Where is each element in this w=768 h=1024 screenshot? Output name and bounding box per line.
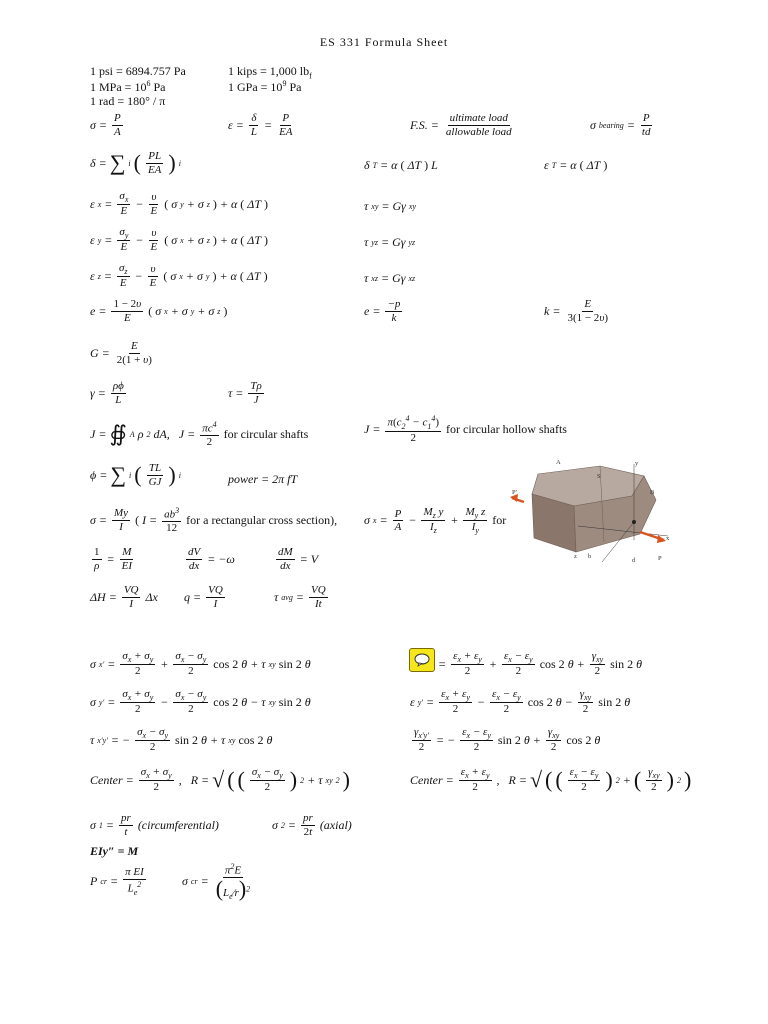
formula-critical-load: P cr = $\frac{\text{π EI}}{L_e^2}$ <box>90 866 144 897</box>
formula-dilatation-pressure: e = $\frac{-p}{k}$ <box>364 298 401 324</box>
formula-strain-z: ε z = $\frac{\sigma_z}{E}$ − $\frac{\upsilon}{E}$ ( σ x + σ y ) + α ( ΔT ) <box>90 262 268 290</box>
formula-shear-xz: τ xz = Gγ xz <box>364 271 416 285</box>
formula-bearing-stress: σ bearing = $\frac{P}{td}$ <box>590 112 651 138</box>
formula-elastic-curve: EIy″ = M <box>90 844 139 858</box>
formula-axial-stress: σ 2 = $\frac{pr}{2t}$ (axial) <box>272 812 352 838</box>
formula-shear-moment: $\frac{dM}{dx}$ = V <box>278 546 319 572</box>
diagram-label-b-dim: b <box>588 553 592 560</box>
diagram-label-z: z <box>574 553 577 560</box>
formula-normal-stress: σ = $\frac{P}{A}$ <box>90 112 121 138</box>
formula-stress-transform-y: σ y′ = $\frac{\sigma_x + \sigma_y}{2}$ − $\frac{\sigma_x - \sigma_y}{2}$ cos 2 θ − τ xy sin 2 θ <box>90 688 311 716</box>
formula-strain-transform-shear: $\frac{\gamma_{x'y'}}{2}$ = − $\frac{\varepsilon_x - \varepsilon_y}{2}$ sin 2 θ + $\frac{\gamma_{xy}}{2}$ cos 2 θ <box>414 726 601 754</box>
formula-mohr-stress: Center = $\frac{\sigma_x + \sigma_y}{2}$ , R = √ ( ( $\frac{\sigma_x - \sigma_y}{2}$ ) 2 + τ xy 2 ) <box>90 766 350 794</box>
formula-thermal-strain: ε T = α ( ΔT ) <box>544 158 608 172</box>
formula-combined-loading: σ x = $\frac{P}{A}$ − $\frac{M_z y}{I_z}$ + $\frac{M_y z}{I_y}$ for <box>364 506 507 536</box>
diagram-label-x: x <box>666 535 670 542</box>
formula-average-shear: τ avg = $\frac{VQ}{It}$ <box>274 584 326 610</box>
comment-annotation-icon[interactable] <box>409 648 435 672</box>
diagram-label-s: S <box>597 473 601 480</box>
formula-load-shear: $\frac{dV}{dx}$ = −ω <box>188 546 235 572</box>
formula-stress-transform-shear: τ x′y′ = − $\frac{\sigma_x - \sigma_y}{2}$ sin 2 θ + τ xy cos 2 θ <box>90 726 273 754</box>
formula-flexure: σ = $\frac{My}{I}$ ( I = $\frac{ab^3}{12}$ for a rectangular cross section), <box>90 506 338 535</box>
unit-gpa: 1 GPa = $10^9$ Pa <box>228 79 302 94</box>
eccentric-load-block-diagram <box>508 456 680 568</box>
diagram-label-p: P <box>658 555 662 562</box>
formula-shear-strain-torsion: γ = $\frac{\rho\phi}{L}$ <box>90 380 124 406</box>
formula-normal-strain: ε = $\frac{\delta}{L}$ = $\frac{P}{EA}$ <box>228 112 293 138</box>
unit-kips: 1 kips = 1,000 $lb_f$ <box>228 64 312 81</box>
page-title: ES 331 Formula Sheet <box>319 35 449 49</box>
formula-strain-x: ε x = $\frac{\sigma_x}{E}$ − $\frac{\upsilon}{E}$ ( σ y + σ z ) + α ( ΔT ) <box>90 190 268 218</box>
formula-shear-yz: τ yz = Gγ yz <box>364 235 416 249</box>
formula-polar-moment-hollow: J = $\frac{\pi(c_2^4 - c_1^4)}{2}$ for circular hollow shafts <box>364 414 567 445</box>
formula-dilatation: e = $\frac{1 - 2\upsilon}{E}$ ( σ x + σ y + σ z ) <box>90 298 228 324</box>
formula-shear-xy: τ xy = Gγ xy <box>364 199 417 213</box>
formula-strain-y: ε y = $\frac{\sigma_y}{E}$ − $\frac{\upsilon}{E}$ ( σ x + σ z ) + α ( ΔT ) <box>90 226 268 254</box>
formula-strain-transform-x: = $\frac{\varepsilon_x + \varepsilon_y}{2}$ + $\frac{\varepsilon_x - \varepsilon_y}{2}$ cos 2 θ + $\frac{\gamma_{xy}}{2}$ sin 2 θ <box>438 650 643 678</box>
diagram-label-y: y <box>635 460 639 467</box>
unit-rad: 1 rad = 180° / π <box>90 94 166 108</box>
unit-mpa: 1 MPa = $10^6$ Pa <box>90 79 166 94</box>
formula-power: power = 2π fT <box>228 472 298 486</box>
diagram-label-d: d <box>632 557 636 564</box>
formula-shear-stress-torsion: τ = $\frac{T\rho}{J}$ <box>228 380 262 406</box>
formula-shear-modulus: G = $\frac{E}{2(1 + \upsilon)}$ <box>90 340 152 366</box>
formula-thermal-deformation: δ T = α ( ΔT ) L <box>364 158 438 172</box>
formula-shear-flow: q = $\frac{VQ}{I}$ <box>184 584 223 610</box>
load-arrowhead-p <box>657 535 666 543</box>
formula-angle-of-twist: ϕ = ∑ i ( $\frac{TL}{GJ}$ ) i <box>90 462 181 488</box>
diagram-label-a: A <box>556 459 561 466</box>
formula-critical-stress: σ cr = $\frac{\pi^2E}{(L_e⁄r)^2}$ <box>182 862 251 902</box>
formula-bulk-modulus: k = $\frac{E}{3(1 - 2\upsilon)}$ <box>544 298 609 324</box>
formula-stress-transform-x: σ x′ = $\frac{\sigma_x + \sigma_y}{2}$ + $\frac{\sigma_x - \sigma_y}{2}$ cos 2 θ + τ xy sin 2 θ <box>90 650 311 678</box>
diagram-label-p-prime: P′ <box>512 489 518 496</box>
formula-curvature: $\frac{1}{\rho}$ = $\frac{M}{EI}$ <box>94 546 132 572</box>
formula-mohr-strain: Center = $\frac{\varepsilon_x + \varepsilon_y}{2}$ , R = √ ( ( $\frac{\varepsilon_x - \varepsilon_y}{2}$ ) 2 + ( $\frac{\gamma_{xy}}{2}$ ) 2 ) <box>410 766 692 794</box>
formula-horizontal-shear: ΔH = $\frac{VQ}{I}$ Δx <box>90 584 158 610</box>
load-point <box>632 520 636 524</box>
formula-polar-moment: J = ∯ A ρ 2 dA, J = $\frac{\pi c^4}{2}$ for circular shafts <box>90 420 309 449</box>
formula-strain-transform-y: ε y′ = $\frac{\varepsilon_x + \varepsilon_y}{2}$ − $\frac{\varepsilon_x - \varepsilon_y}{2}$ cos 2 θ − $\frac{\gamma_{xy}}{2}$ sin 2 θ <box>410 688 631 716</box>
unit-psi: 1 psi = 6894.757 Pa <box>90 64 186 78</box>
formula-hoop-stress: σ 1 = $\frac{pr}{t}$ (circumferential) <box>90 812 219 838</box>
diagram-label-b: B <box>650 489 655 496</box>
formula-factor-of-safety: F.S. = $\frac{\text{ultimate load}}{\text{allowable load}}$ <box>410 112 512 138</box>
formula-deformation-sum: δ = ∑ i ( $\frac{PL}{EA}$ ) i <box>90 150 181 176</box>
